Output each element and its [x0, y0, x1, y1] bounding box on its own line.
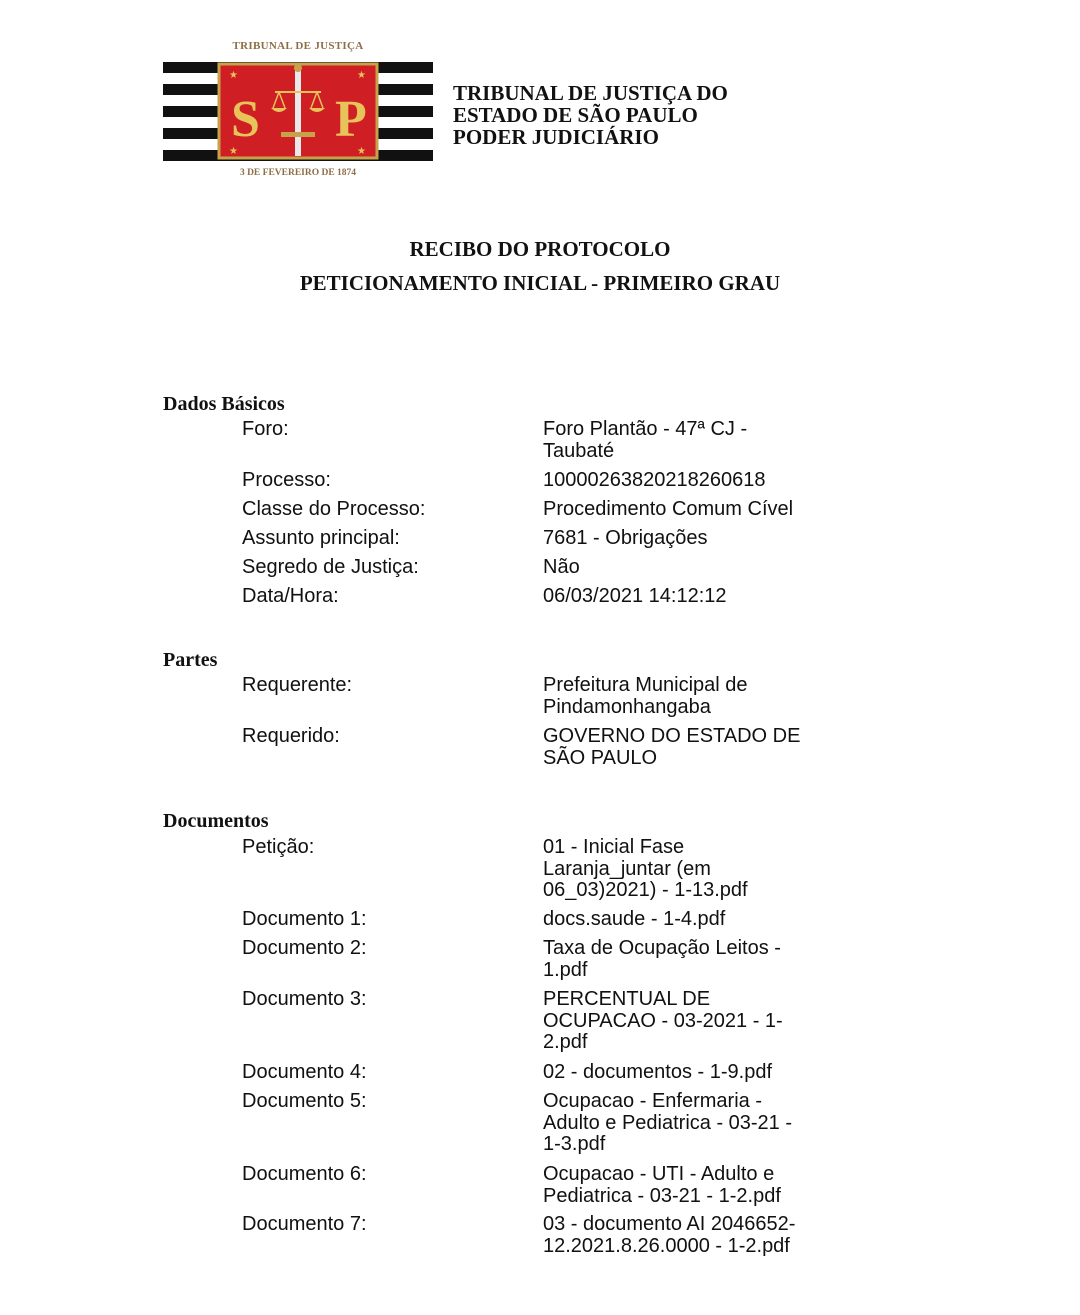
svg-text:★: ★ — [229, 70, 238, 81]
section-heading-documentos: Documentos — [163, 810, 269, 832]
field-value-line: 12.2021.8.26.0000 - 1-2.pdf — [543, 1234, 790, 1257]
field-value-line: 7681 - Obrigações — [543, 527, 708, 549]
field-label: Documento 3: — [242, 988, 367, 1010]
field-label: Documento 5: — [242, 1090, 367, 1112]
field-label: Processo: — [242, 469, 331, 491]
court-line: PODER JUDICIÁRIO — [453, 125, 659, 149]
field-value-line: 1.pdf — [543, 958, 588, 981]
field-value-line: Pindamonhangaba — [543, 695, 711, 718]
field-value-line: Laranja_juntar (em — [543, 857, 711, 880]
field-value-line: Taubaté — [543, 439, 615, 462]
section-heading-partes: Partes — [163, 649, 218, 671]
field-value-line: SÃO PAULO — [543, 746, 658, 769]
field-label: Requerido: — [242, 725, 340, 747]
logo-letter-s: S — [231, 91, 260, 148]
field-label: Foro: — [242, 418, 289, 440]
field-value — [543, 726, 833, 769]
field-value-line: Ocupacao - UTI - Adulto e — [543, 1163, 775, 1185]
field-label: Documento 7: — [242, 1213, 367, 1235]
field-value-line: 01 - Inicial Fase — [543, 836, 685, 858]
field-value-line: PERCENTUAL DE — [543, 988, 711, 1010]
field-label: Requerente: — [242, 674, 353, 696]
field-value — [543, 1062, 833, 1084]
field-value-line: Prefeitura Municipal de — [543, 674, 748, 696]
field-label: Documento 1: — [242, 908, 367, 930]
field-value-line: 1-3.pdf — [543, 1133, 606, 1155]
field-value-line: Foro Plantão - 47ª CJ - — [543, 418, 748, 440]
field-value-line: 10000263820218260618 — [543, 469, 766, 491]
field-value — [543, 989, 833, 1054]
field-value-line: 06_03)2021) - 1-13.pdf — [543, 879, 748, 901]
court-line: TRIBUNAL DE JUSTIÇA DO — [453, 81, 728, 105]
court-name — [453, 82, 728, 148]
field-value-line: 02 - documentos - 1-9.pdf — [543, 1061, 773, 1083]
field-value — [543, 1164, 833, 1207]
field-label: Classe do Processo: — [242, 498, 426, 520]
svg-text:★: ★ — [357, 146, 366, 157]
field-value-line: Taxa de Ocupação Leitos - — [543, 937, 781, 959]
field-label: Documento 4: — [242, 1061, 367, 1083]
field-value-line: 03 - documento AI 2046652- — [543, 1213, 796, 1235]
field-value — [543, 499, 833, 521]
field-value — [543, 419, 833, 462]
logo-bottom-text: 3 DE FEVEREIRO DE 1874 — [239, 168, 357, 178]
field-value — [543, 938, 833, 981]
field-value — [543, 557, 833, 579]
field-value — [543, 528, 833, 550]
field-value-line: GOVERNO DO ESTADO DE — [543, 725, 801, 747]
field-value — [543, 1214, 833, 1257]
field-value-line: Pediatrica - 03-21 - 1-2.pdf — [543, 1184, 781, 1207]
document-subtitle: PETICIONAMENTO INICIAL - PRIMEIRO GRAU — [299, 271, 781, 295]
svg-text:★: ★ — [357, 70, 366, 81]
logo-top-text: TRIBUNAL DE JUSTIÇA — [232, 40, 364, 52]
document-titles — [0, 236, 1080, 304]
field-value-line: 2.pdf — [543, 1031, 588, 1053]
field-value-line: docs.saude - 1-4.pdf — [543, 908, 726, 930]
field-value-line: OCUPACAO - 03-2021 - 1- — [543, 1009, 783, 1032]
field-label: Documento 6: — [242, 1163, 367, 1185]
field-label: Petição: — [242, 836, 315, 858]
section-heading-dados-basicos: Dados Básicos — [163, 393, 285, 415]
logo-letter-p: P — [335, 91, 367, 148]
field-label: Segredo de Justiça: — [242, 556, 419, 578]
field-value — [543, 1091, 833, 1156]
field-value-line: Adulto e Pediatrica - 03-21 - — [543, 1111, 793, 1134]
court-line: ESTADO DE SÃO PAULO — [453, 103, 698, 127]
document-title: RECIBO DO PROTOCOLO — [409, 237, 671, 261]
field-value-line: Procedimento Comum Cível — [543, 498, 794, 520]
field-value-line: 06/03/2021 14:12:12 — [543, 585, 727, 607]
tjsp-logo — [163, 36, 433, 186]
field-label: Data/Hora: — [242, 585, 339, 607]
field-value — [543, 837, 833, 902]
field-value — [543, 675, 833, 718]
sp-flag-emblem-icon — [163, 62, 433, 164]
field-value-line: Não — [543, 556, 580, 578]
field-label: Assunto principal: — [242, 527, 400, 549]
svg-text:★: ★ — [229, 146, 238, 157]
field-value — [543, 470, 833, 492]
field-value — [543, 586, 833, 608]
field-label: Documento 2: — [242, 937, 367, 959]
field-value-line: Ocupacao - Enfermaria - — [543, 1090, 762, 1112]
field-value — [543, 909, 833, 931]
